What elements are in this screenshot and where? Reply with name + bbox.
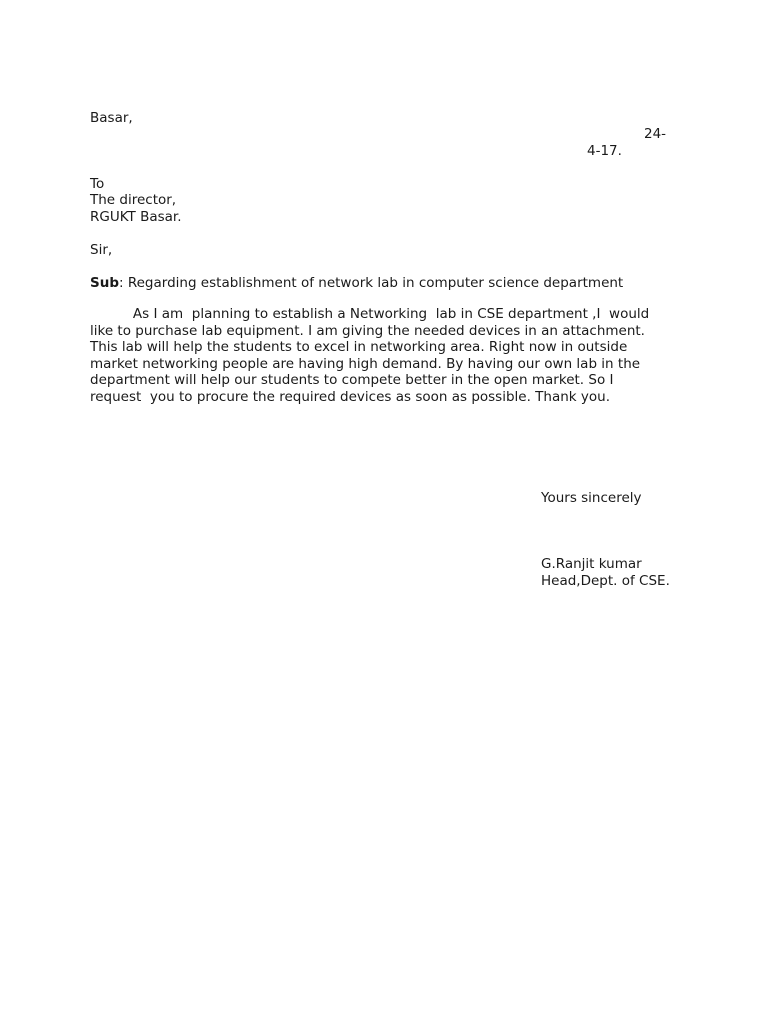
body-line: market networking people are having high demand. By having our own lab in the [90,355,641,372]
body-line: This lab will help the students to excel in networking area. Right now in outside [90,339,628,355]
salutation: Sir, [90,242,113,258]
to-line: To [90,176,105,192]
body-line: department will help our students to compete better in the open market. So I [90,372,614,388]
body-line: request you to procure the required devices as soon as possible. Thank you. [90,388,611,405]
date-line-1: 24- [644,126,667,142]
body-line: As I am planning to establish a Networking lab in CSE department ,I would [90,306,650,322]
date-line-2: 4-17. [587,143,622,159]
signatory-title: Head,Dept. of CSE. [541,573,670,589]
place-line: Basar, [90,110,133,126]
closing: Yours sincerely [541,490,642,506]
recipient-title: The director, [90,192,177,208]
letter-body [90,306,675,405]
body-line: like to purchase lab equipment. I am giving the needed devices in an attachment. [90,322,645,339]
signatory-name: G.Ranjit kumar [541,556,642,572]
subject-label: Sub [90,275,119,291]
subject-line [90,275,623,292]
subject-text: : Regarding establishment of network lab in computer science department [119,275,624,291]
recipient-org: RGUKT Basar. [90,209,182,225]
